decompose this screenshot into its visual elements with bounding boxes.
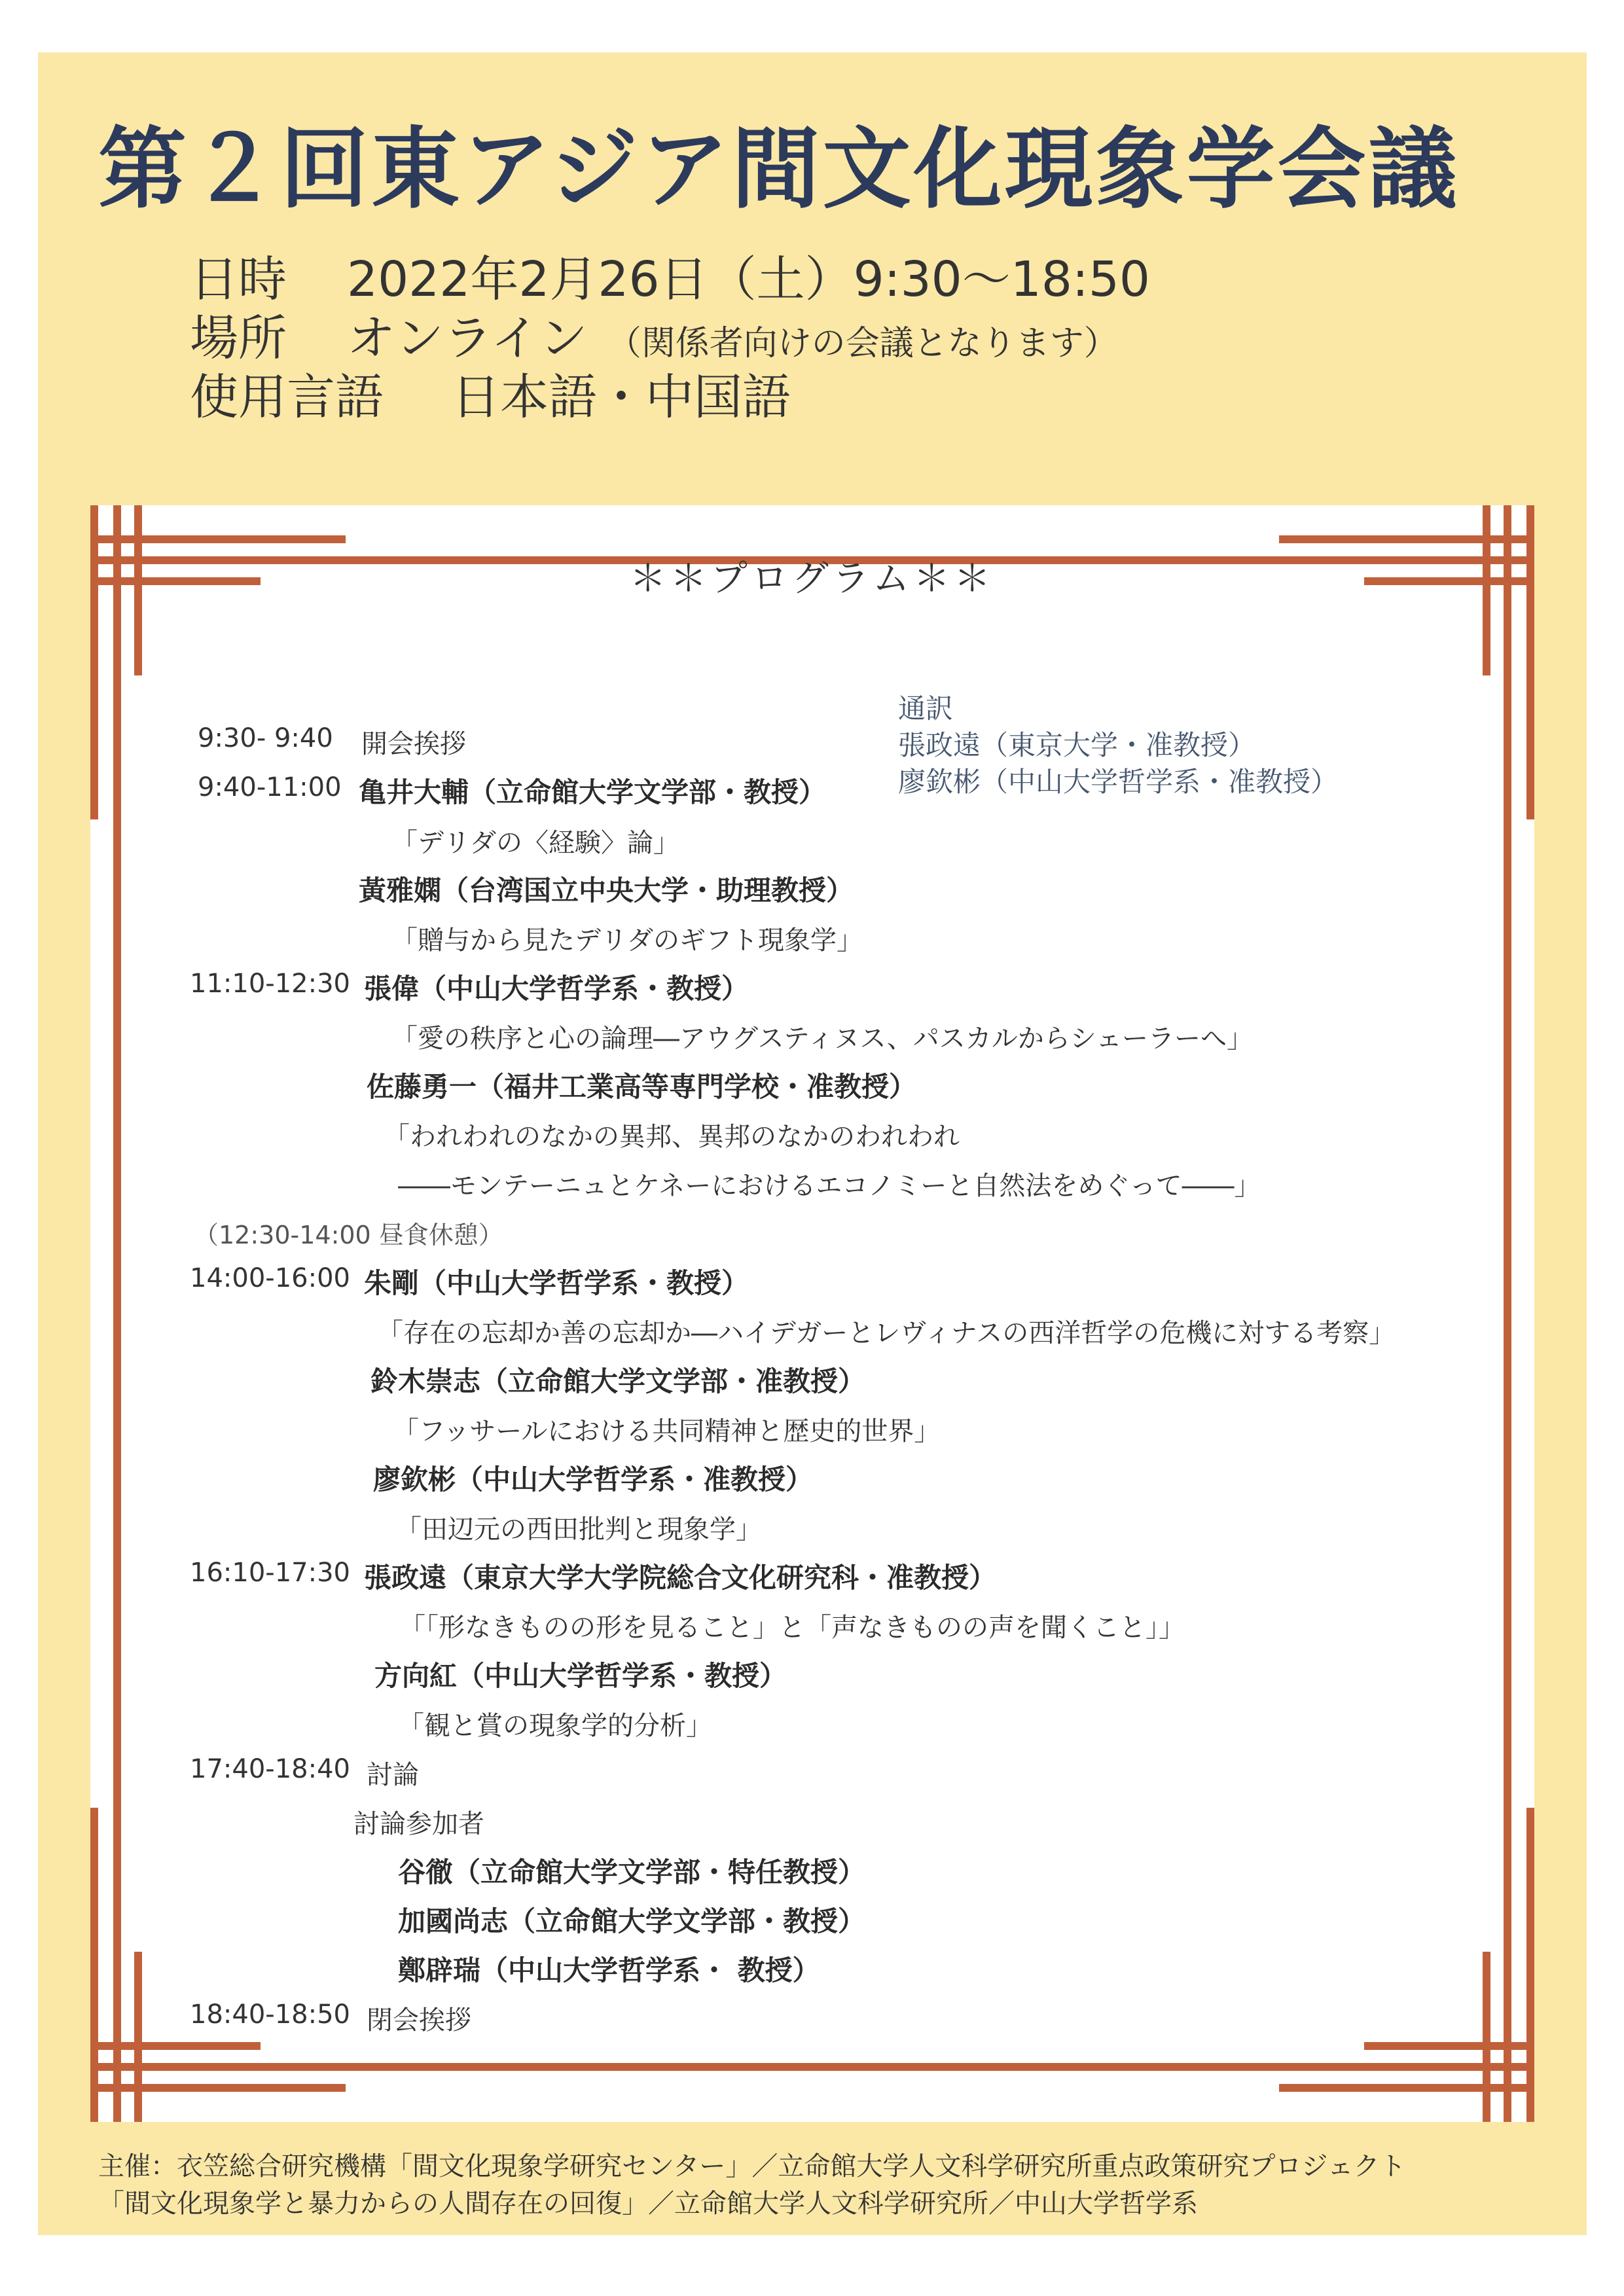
frame-line bbox=[90, 1808, 98, 2122]
frame-bottom-edge bbox=[365, 2063, 1259, 2071]
session-time: 14:00-16:00 bbox=[190, 1263, 350, 1293]
speaker-name: 方向紅（中山大学哲学系・教授） bbox=[374, 1660, 787, 1692]
talk-title: 「愛の秩序と心の論理―アウグスティヌス、パスカルからシェーラーへ」 bbox=[391, 1024, 1253, 1054]
speaker-name: 佐藤勇一（福井工業高等専門学校・准教授） bbox=[367, 1071, 917, 1103]
talk-title: 「田辺元の西田批判と現象学」 bbox=[395, 1515, 762, 1545]
interpreter-item: 張政遠（東京大学・准教授） bbox=[898, 729, 1256, 761]
frame-line bbox=[1279, 2084, 1534, 2092]
session-time: 9:40-11:00 bbox=[198, 772, 342, 802]
speaker-name: 張偉（中山大学哲学系・教授） bbox=[364, 973, 749, 1005]
frame-line bbox=[90, 2084, 346, 2092]
frame-line bbox=[134, 1952, 142, 2122]
session-event: 開会挨拶 bbox=[361, 729, 466, 759]
frame-line bbox=[1483, 1952, 1490, 2122]
datetime-value: 2022年2月26日（土）9:30〜18:50 bbox=[347, 251, 1150, 308]
footer-line: 「間文化現象学と暴力からの人間存在の回復」／立命館大学人文科学研究所／中山大学哲学系 bbox=[98, 2189, 1198, 2219]
frame-line bbox=[1526, 1808, 1534, 2122]
speaker-name: 黃雅嫻（台湾国立中央大学・助理教授） bbox=[359, 874, 854, 906]
place-value: オンライン bbox=[347, 310, 588, 367]
talk-title: 「フッサールにおける共同精神と歴史的世界」 bbox=[393, 1416, 941, 1446]
language-value: 日本語・中国語 bbox=[452, 369, 791, 425]
lunch-break: （12:30-14:00 昼食休憩） bbox=[194, 1221, 503, 1249]
frame-line bbox=[113, 1795, 121, 2122]
session-event: 討論 bbox=[367, 1760, 419, 1790]
interpreters-block bbox=[898, 691, 1338, 800]
session-time: 9:30- 9:40 bbox=[198, 723, 333, 753]
footer-line: 主催：衣笠総合研究機構「間文化現象学研究センター」／立命館大学人文科学研究所重点政策研究プロジェクト bbox=[98, 2151, 1406, 2181]
speaker-name: 鈴木崇志（立命館大学文学部・准教授） bbox=[370, 1365, 866, 1397]
page-title: 第２回東アジア間文化現象学会議 bbox=[98, 118, 1460, 221]
frame-line bbox=[90, 2063, 365, 2071]
session-time: 18:40-18:50 bbox=[190, 2000, 350, 2030]
frame-left-edge bbox=[113, 833, 121, 1795]
speaker-name: 張政遠（東京大学大学院総合文化研究科・准教授） bbox=[364, 1562, 997, 1594]
datetime-label: 日時 bbox=[190, 251, 287, 308]
frame-right-edge bbox=[1504, 833, 1511, 1795]
talk-title: 「「形なきものの形を見ること」と「声なきものの声を聞くこと」」 bbox=[399, 1613, 1185, 1643]
talk-title: 「贈与から見たデリダのギフト現象学」 bbox=[391, 925, 863, 956]
frame-line bbox=[1364, 2042, 1534, 2050]
discussant-name: 谷徹（立命館大学文学部・特任教授） bbox=[398, 1856, 866, 1888]
interpreters-label: 通訳 bbox=[898, 692, 954, 725]
frame-line bbox=[1279, 535, 1534, 543]
interpreter-item: 廖欽彬（中山大学哲学系・准教授） bbox=[898, 766, 1339, 798]
discussant-name: 加國尚志（立命館大学文学部・教授） bbox=[398, 1905, 866, 1937]
talk-title: 「観と賞の現象学的分析」 bbox=[398, 1711, 712, 1741]
session-time: 11:10-12:30 bbox=[190, 969, 350, 999]
frame-line bbox=[90, 2042, 261, 2050]
language-row bbox=[190, 359, 791, 428]
talk-title: ――モンテーニュとケネーにおけるエコノミーと自然法をめぐって――」 bbox=[398, 1171, 1261, 1201]
frame-line bbox=[1504, 1795, 1511, 2122]
discussant-name: 鄭辟瑞（中山大学哲学系・ 教授） bbox=[398, 1954, 820, 1986]
session-time: 16:10-17:30 bbox=[190, 1558, 350, 1588]
speaker-name: 廖欽彬（中山大学哲学系・准教授） bbox=[373, 1463, 814, 1496]
speaker-name: 亀井大輔（立命館大学文学部・教授） bbox=[359, 776, 827, 808]
frame-line bbox=[1259, 2063, 1534, 2071]
frame-line bbox=[90, 535, 346, 543]
session-event: 閉会挨拶 bbox=[367, 2005, 471, 2036]
talk-title: 「われわれのなかの異邦、異邦のなかのわれわれ bbox=[384, 1122, 960, 1152]
program-heading: ＊＊プログラム＊＊ bbox=[629, 558, 995, 600]
talk-title: 「デリダの〈経験〉論」 bbox=[391, 828, 679, 858]
discussants-label: 討論参加者 bbox=[353, 1809, 484, 1839]
language-label: 使用言語 bbox=[190, 369, 384, 425]
session-time: 17:40-18:40 bbox=[190, 1754, 350, 1784]
speaker-name: 朱剛（中山大学哲学系・教授） bbox=[364, 1267, 749, 1299]
talk-title: 「存在の忘却か善の忘却か―ハイデガーとレヴィナスの西洋哲学の危機に対する考察」 bbox=[377, 1318, 1396, 1348]
place-label: 場所 bbox=[190, 310, 287, 367]
place-note: （関係者向けの会議となります） bbox=[607, 324, 1118, 363]
